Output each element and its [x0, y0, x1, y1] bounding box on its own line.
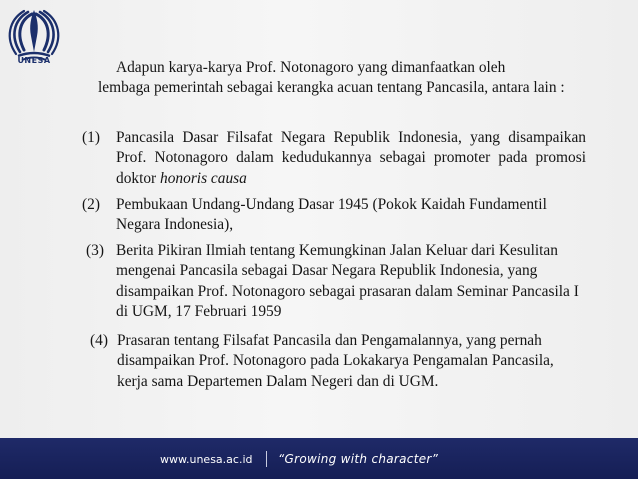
list-item-number: (4): [90, 332, 108, 349]
intro-first-line: Adapun karya-karya Prof. Notonagoro yang dimanfaatkan oleh: [116, 59, 506, 76]
list-item-number: (1): [82, 129, 100, 146]
list-item-text: [116, 128, 586, 189]
list-item-text: Prasaran tentang Filsafat Pancasila dan Pengamalannya, yang pernah disampaikan Prof. Notonagoro pada Lokakarya Pengamalan Pancasila, kerja sama Departemen Dalam Negeri dan di UGM.: [117, 332, 554, 390]
list-item-number: (3): [86, 242, 104, 259]
footer-bar: [0, 438, 638, 479]
list-item-number: (2): [82, 196, 100, 213]
footer-url[interactable]: www.unesa.ac.id: [160, 453, 253, 466]
list-item-text: Pembukaan Undang-Undang Dasar 1945 (Pokok Kaidah Fundamentil Negara Indonesia),: [116, 196, 547, 234]
footer-divider: [266, 451, 267, 467]
logo-label: UNESA: [17, 56, 51, 65]
intro-paragraph: [98, 58, 584, 99]
list-item-italic: honoris causa: [160, 169, 247, 187]
footer-tagline: “Growing with character”: [278, 452, 439, 466]
list-item-text: Berita Pikiran Ilmiah tentang Kemungkinan Jalan Keluar dari Kesulitan mengenai Pancasila sebagai Dasar Negara Republik Indonesia, yang disampaikan Prof. Notonagoro sebagai prasaran dalam Seminar Pancasila I di UGM, 17 Februari 1959: [116, 242, 579, 321]
list-item-body: Pancasila Dasar Filsafat Negara Republik Indonesia, yang disampaikan Prof. Notonagoro dalam kedudukannya sebagai promoter pada promosi doktor: [116, 129, 586, 187]
intro-rest: lembaga pemerintah sebagai kerangka acuan tentang Pancasila, antara lain :: [98, 79, 565, 97]
